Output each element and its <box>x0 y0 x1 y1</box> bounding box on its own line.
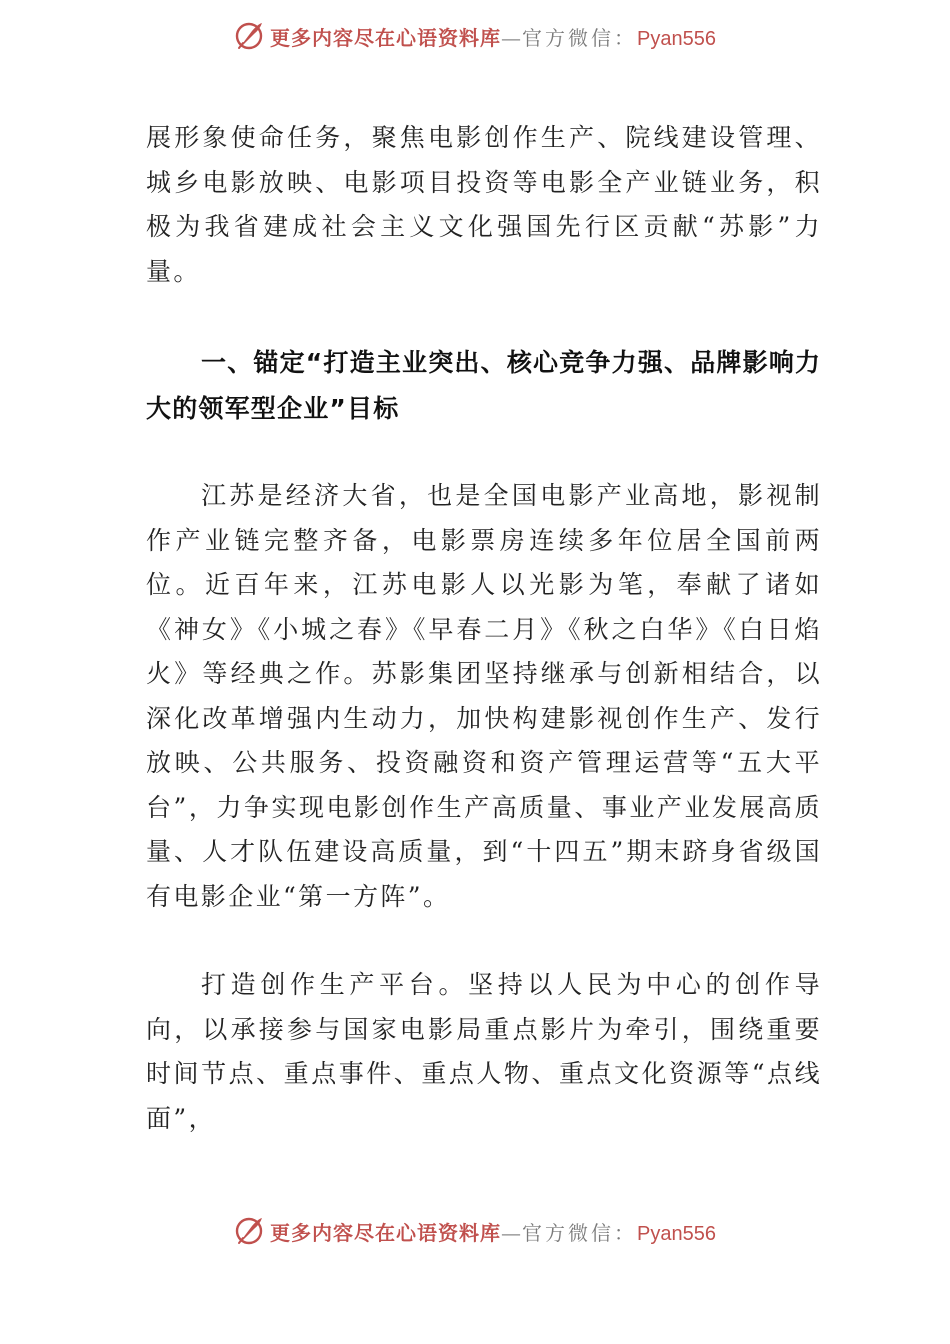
section-heading: 一、锚定“打造主业突出、核心竞争力强、品牌影响力大的领军型企业”目标 <box>146 348 822 423</box>
header-banner-separator: — <box>501 25 523 50</box>
body-paragraph-2: 江苏是经济大省，也是全国电影产业高地，影视制作产业链完整齐备，电影票房连续多年位居全国前两位。近百年来，江苏电影人以光影为笔，奉献了诸如《神女》《小城之春》《早春二月》《秋之白华》《白日焰火》等经典之作。苏影集团坚持继承与创新相结合，以深化改革增强内生动力，加快构建影视创作生产、发行放映、公共服务、投资融资和资产管理运营等“五大平台”，力争实现电影创作生产高质量、事业产业发展高质量、人才队伍建设高质量，到“十四五”期末跻身省级国有电影企业“第一方阵”。 <box>146 481 822 911</box>
body-paragraph-3: 打造创作生产平台。坚持以人民为中心的创作导向，以承接参与国家电影局重点影片为牵引，围绕重要时间节点、重点事件、重点人物、重点文化资源等“点线面”， <box>146 970 822 1133</box>
document-body <box>146 116 822 1141</box>
quill-logo-icon <box>234 21 264 51</box>
quill-logo-icon <box>234 1216 264 1246</box>
header-banner-main: 更多内容尽在心语资料库 <box>270 25 502 50</box>
footer-banner-separator: — <box>501 1220 523 1245</box>
footer-banner-text <box>270 1217 716 1246</box>
footer-wechat-id: Pyan556 <box>637 1222 716 1245</box>
header-wechat-id: Pyan556 <box>637 27 716 50</box>
header-banner-text <box>270 22 716 51</box>
header-banner-label: 官方微信： <box>522 25 638 50</box>
header-watermark-banner <box>0 14 950 58</box>
footer-banner-main: 更多内容尽在心语资料库 <box>270 1220 502 1245</box>
footer-watermark-banner <box>0 1209 950 1253</box>
footer-banner-label: 官方微信： <box>522 1220 638 1245</box>
continued-paragraph: 展形象使命任务，聚焦电影创作生产、院线建设管理、城乡电影放映、电影项目投资等电影全产业链业务，积极为我省建成社会主义文化强国先行区贡献“苏影”力量。 <box>146 123 822 286</box>
